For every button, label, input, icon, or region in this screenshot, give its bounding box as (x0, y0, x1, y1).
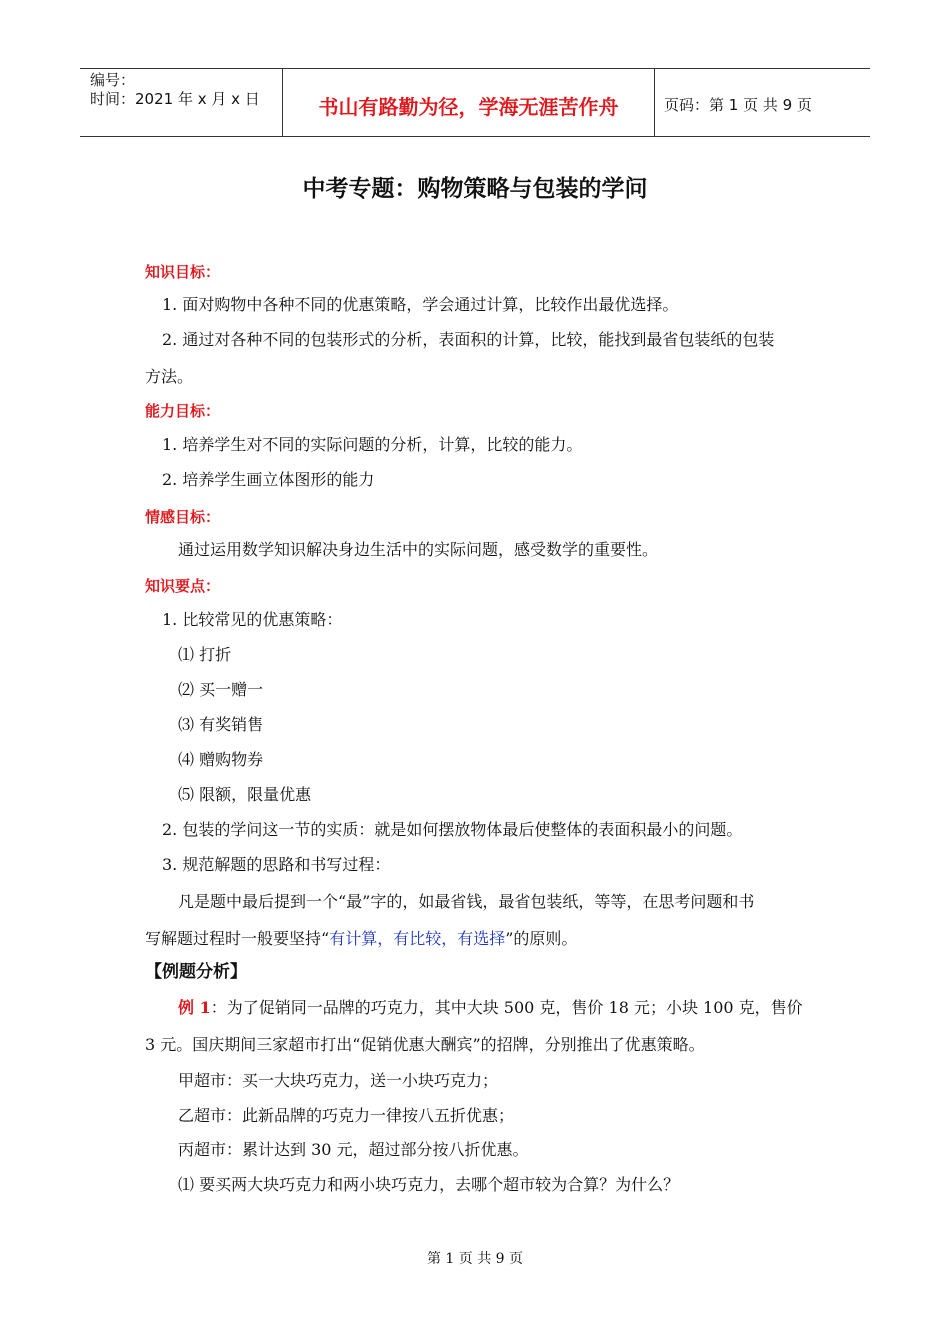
section-emotion-goal: 情感目标： (145, 508, 221, 526)
paragraph: 方法。 (145, 367, 194, 386)
paragraph: 1. 面对购物中各种不同的优惠策略，学会通过计算，比较作出最优选择。 (162, 295, 679, 314)
list-item: ⑶ 有奖销售 (178, 715, 264, 734)
page-footer: 第 1 页 共 9 页 (426, 1251, 524, 1267)
paragraph: 丙超市：累计达到 30 元，超过部分按八折优惠。 (178, 1140, 529, 1159)
header-meta (90, 71, 260, 109)
paragraph: 3. 规范解题的思路和书写过程： (162, 855, 391, 874)
text-span: 写解题过程时一般要坚持“ (145, 929, 330, 948)
paragraph: 3 元。国庆期间三家超市打出“促销优惠大酬宾”的招牌，分别推出了优惠策略。 (145, 1035, 705, 1054)
section-ability-goal: 能力目标： (145, 402, 221, 420)
header-table (80, 68, 870, 137)
paragraph (178, 998, 803, 1018)
paragraph: 凡是题中最后提到一个“最”字的，如最省钱，最省包装纸，等等，在思考问题和书 (178, 892, 755, 911)
list-item: ⑷ 赠购物券 (178, 750, 264, 769)
date-label: 时间：2021 年 x 月 x 日 (90, 90, 260, 108)
page-title: 中考专题：购物策略与包装的学问 (302, 176, 648, 202)
list-item: ⑸ 限额，限量优惠 (178, 785, 312, 804)
paragraph: 2. 培养学生画立体图形的能力 (162, 470, 375, 489)
list-item: ⑴ 打折 (178, 645, 232, 664)
number-label: 编号： (90, 71, 136, 89)
header-motto: 书山有路勤为径，学海无涯苦作舟 (318, 95, 619, 119)
header-page-info: 页码：第 1 页 共 9 页 (664, 96, 812, 114)
text-span: ”的原则。 (505, 929, 578, 948)
paragraph: 2. 通过对各种不同的包装形式的分析，表面积的计算，比较，能找到最省包装纸的包装 (162, 330, 775, 349)
section-knowledge-goal: 知识目标： (145, 263, 221, 281)
highlighted-text: 有计算，有比较，有选择 (329, 929, 506, 948)
paragraph: 1. 培养学生对不同的实际问题的分析，计算，比较的能力。 (162, 435, 583, 454)
paragraph (145, 929, 577, 949)
section-key-points: 知识要点： (145, 577, 221, 595)
paragraph: 2. 包装的学问这一节的实质：就是如何摆放物体最后使整体的表面积最小的问题。 (162, 820, 743, 839)
example-heading: 【例题分析】 (145, 962, 247, 982)
text-span: ：为了促销同一品牌的巧克力，其中大块 500 克，售价 18 元；小块 100 克，售价 (210, 998, 803, 1017)
paragraph: 1. 比较常见的优惠策略： (162, 610, 343, 629)
example-label: 例 1 (178, 998, 211, 1017)
list-item: ⑵ 买一赠一 (178, 680, 264, 699)
paragraph: 乙超市：此新品牌的巧克力一律按八五折优惠； (178, 1106, 515, 1125)
paragraph: 甲超市：买一大块巧克力，送一小块巧克力； (178, 1071, 499, 1090)
paragraph: 通过运用数学知识解决身边生活中的实际问题，感受数学的重要性。 (178, 540, 659, 559)
paragraph: ⑴ 要买两大块巧克力和两小块巧克力，去哪个超市较为合算？为什么？ (178, 1175, 680, 1194)
header-divider (654, 69, 655, 136)
